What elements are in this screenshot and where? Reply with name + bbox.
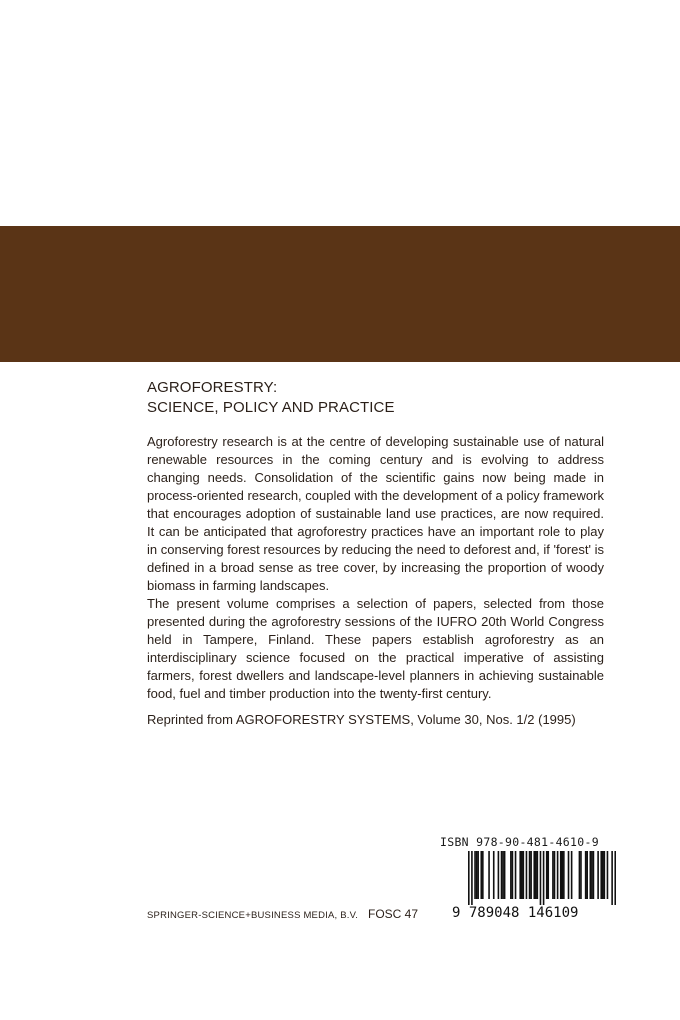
barcode-bar (530, 851, 532, 899)
barcode-bar (498, 851, 500, 899)
description-paragraph-1: Agroforestry research is at the centre of developing sustainable use of natural renewable resources in the coming century and is evolving to address changing needs. Consolidation of the scientific gains now being made in process-oriented research, coupled with the development of a policy framework that encourages adoption of sustainable land use practices, are now required. It can be anticipated that agroforestry practices have an important role to play in conserving forest resources by reducing the need to deforest and, if 'forest' is defined in a broad sense as tree cover, by increasing the proportion of woody biomass in farming landscapes. (147, 434, 604, 593)
barcode-bar (611, 851, 613, 905)
barcode-bar (535, 851, 537, 899)
barcode-bar (504, 851, 506, 899)
barcode-bar (552, 851, 554, 899)
barcode-bar (477, 851, 479, 899)
cover-color-band (0, 226, 680, 362)
barcode-bar (563, 851, 565, 899)
isbn-barcode (468, 851, 616, 905)
barcode-bar (468, 851, 470, 905)
barcode-bar (526, 851, 528, 899)
barcode-bar (561, 851, 563, 899)
barcode-bar (519, 851, 521, 899)
barcode-bar (474, 851, 476, 899)
barcode-bar (557, 851, 559, 899)
barcode-bar (580, 851, 582, 899)
barcode-bar (537, 851, 539, 899)
barcode-bar (593, 851, 595, 899)
barcode-bar (540, 851, 542, 905)
barcode-bar (471, 851, 473, 905)
book-title-line-1: AGROFORESTRY: (147, 379, 278, 396)
book-description (147, 433, 604, 703)
barcode-bar (602, 851, 604, 899)
barcode-bar (547, 851, 549, 899)
barcode-bar (521, 851, 523, 899)
description-paragraph-2: The present volume comprises a selection of papers, selected from those presented during the agroforestry sessions of the IUFRO 20th World Congress held in Tampere, Finland. These papers establish agroforestry as an interdisciplinary science focused on the practical imperative of assisting farmers, forest dwellers and landscape-level planners in achieving sustainable food, fuel and timber production into the twenty-first century. (147, 596, 604, 701)
barcode-bar (585, 851, 587, 899)
barcode-bar (600, 851, 602, 899)
barcode-bar (586, 851, 588, 899)
barcode-digits: 9 789048 146109 (452, 905, 579, 921)
barcode-bar (604, 851, 606, 899)
barcode-bar (597, 851, 599, 899)
barcode-bar (501, 851, 503, 899)
barcode-bar (493, 851, 495, 899)
barcode-bar (482, 851, 484, 899)
publisher-name: SPRINGER-SCIENCE+BUSINESS MEDIA, B.V. (147, 910, 359, 921)
barcode-bar (543, 851, 545, 905)
barcode-bar (523, 851, 525, 899)
barcode-bar (533, 851, 535, 899)
isbn-label: ISBN 978-90-481-4610-9 (440, 835, 599, 849)
barcode-bar (515, 851, 517, 899)
barcode-bar (480, 851, 482, 899)
barcode-bar (571, 851, 573, 899)
barcode-bar (579, 851, 581, 899)
book-subtitle-line-2: SCIENCE, POLICY AND PRACTICE (147, 399, 395, 416)
barcode-bar (476, 851, 478, 899)
barcode-bar (546, 851, 548, 899)
barcode-bar (554, 851, 556, 899)
barcode-bar (510, 851, 512, 899)
barcode-bar (614, 851, 616, 905)
barcode-bar (488, 851, 490, 899)
barcode-bar (590, 851, 592, 899)
book-title (147, 378, 607, 418)
barcode-bar (529, 851, 531, 899)
barcode-bar (568, 851, 570, 899)
series-code: FOSC 47 (368, 907, 419, 921)
barcode-bar (560, 851, 562, 899)
barcode-bar (512, 851, 514, 899)
barcode-bar (591, 851, 593, 899)
barcode-bar (502, 851, 504, 899)
barcode-bar (607, 851, 609, 899)
reprint-note: Reprinted from AGROFORESTRY SYSTEMS, Volume 30, Nos. 1/2 (1995) (147, 712, 576, 727)
